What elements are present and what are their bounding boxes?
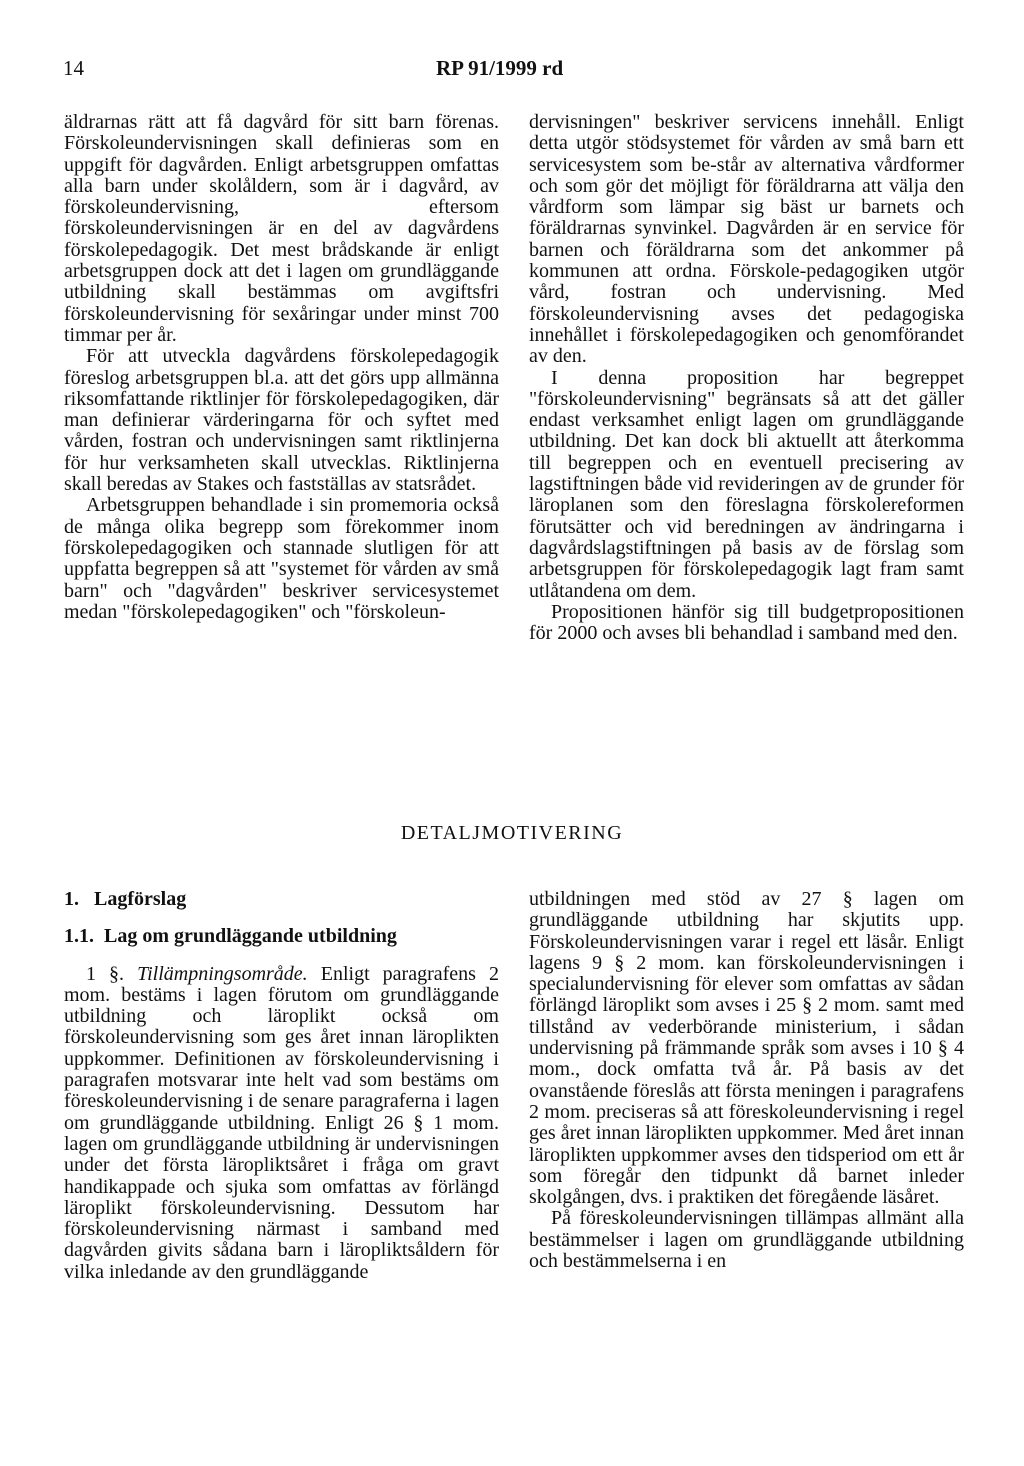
paragraph: I denna proposition har begreppet "förskoleundervisning" begränsats så att det gäller endast verksamhet enligt lagen om grundläggande utbildning. Det kan dock bli aktuellt att återkomma till begreppen och en eventuell precisering av lagstiftningen både vid revideringen av de grunder för läroplanen som den föreslagna förskolereformen förutsätter och vid beredningen av ändringarna i dagvårdslagstiftningen på basis av de förslag som arbetsgruppen för förskolepedagogik lagt fram samt utlåtandena om dem. bbox=[529, 366, 964, 602]
paragraph: utbildningen med stöd av 27 § lagen om grundläggande utbildning har skjutits upp. Förskoleundervisningen varar i regel ett läsår. Enligt lagens 9 § 2 mom. kan förskoleundervisningen i specialundervisning för elever som omfattas av sådan förlängd läroplikt som avses i 25 § 2 mom. samt med tillstånd av vederbörande ministerium, i sådan undervisning på främmande språk som avses i 10 § 4 mom., dock omfatta två år. På basis av det ovanstående föreslås att första meningen i paragrafens 2 mom. preciseras så att föreskoleundervisning i regel ges året innan läroplikten uppkommer. Med året innan läroplikten uppkommer avses den tidsperiod om ett år som föregår den tidpunkt då barnet inleder skolgången, dvs. i praktiken det föregående läsåret. bbox=[529, 888, 964, 1209]
document-reference: RP 91/1999 rd bbox=[436, 56, 564, 80]
heading-title: Lag om grundläggande utbildning bbox=[104, 925, 397, 948]
section-title: DETALJMOTIVERING bbox=[400, 822, 624, 844]
page-number: 14 bbox=[63, 56, 84, 80]
top-right-column bbox=[529, 112, 964, 644]
bottom-right-column bbox=[529, 889, 964, 1272]
heading-lagforslag bbox=[64, 889, 499, 910]
heading-number: 1.1. bbox=[64, 925, 94, 948]
paragraph bbox=[64, 964, 499, 1283]
paragraph: På föreskoleundervisningen tillämpas allmänt alla bestämmelser i lagen om grundläggande utbildning och bestämmelserna i en bbox=[529, 1207, 964, 1273]
section-symbol-prefix: 1 §. bbox=[86, 962, 138, 985]
paragraph: Propositionen hänför sig till budgetpropositionen för 2000 och avses bli behandlad i samband med den. bbox=[529, 600, 964, 645]
heading-number: 1. bbox=[64, 888, 79, 910]
page-header bbox=[0, 56, 1024, 86]
heading-title: Lagförslag bbox=[94, 888, 187, 910]
paragraph: dervisningen" beskriver servicens innehåll. Enligt detta utgör stödsystemet för vården av små barn ett servicesystem som be-står av alternativa vårdformer och som gör det möjligt för föräldrarna att välja den vårdform som lämpar sig bäst ur barnets och föräldrarnas synvinkel. Dagvården är en service för barnen och föräldrarna som det ankommer på kommunen att ordna. Förskole-pedagogiken utgör vård, fostran och undervisning. Med förskoleundervisning avses det pedagogiska innehållet i förskolepedagogiken och genomförandet av den. bbox=[529, 111, 964, 368]
paragraph: För att utveckla dagvårdens förskolepedagogik föreslog arbetsgruppen bl.a. att det görs upp allmänna riksomfattande riktlinjer för förskolepedagogiken, där man definierar värderingarna för och syftet med vården, fostran och undervisningen samt riktlinjerna för hur verksamheten skall utvecklas. Riktlinjerna skall beredas av Stakes och fastställas av statsrådet. bbox=[64, 345, 499, 496]
top-left-column bbox=[64, 112, 499, 623]
paragraph: Arbetsgruppen behandlade i sin promemoria också de många olika begrepp som förekommer inom förskolepedagogiken och stannade slutligen för att uppfatta begreppen så att "systemet för vården av små barn" och "dagvården" beskriver servicesystemet medan "förskolepedagogiken" och "förskoleun- bbox=[64, 494, 499, 623]
paragraph: äldrarnas rätt att få dagvård för sitt barn förenas. Förskoleundervisningen skall definieras som en uppgift för dagvården. Enligt arbetsgruppen omfattas alla barn under skolåldern, som är i dagvård, av förskoleundervisning, eftersom förskoleundervisningen är en del av dagvårdens förskolepedagogik. Det mest brådskande är enligt arbetsgruppen dock att det i lagen om grundläggande utbildning skall bestämmas om avgiftsfri förskoleundervisning för sexåringar under minst 700 timmar per år. bbox=[64, 111, 499, 346]
bottom-left-column bbox=[64, 889, 499, 1283]
heading-lag-om-grundlaggande-utbildning bbox=[64, 926, 499, 947]
italic-term: Tillämpningsområde. bbox=[137, 962, 308, 985]
paragraph-text: Enligt paragrafens 2 mom. bestäms i lagen förutom om grundläggande utbildning och läroplikt också om förskoleundervisning som ges året innan läroplikten uppkommer. Definitionen av förskoleundervisning i paragrafen motsvarar inte helt vad som bestäms om föreskoleundervisning i de senare paragraferna i lagen om grundläggande utbildning. Enligt 26 § 1 mom. lagen om grundläggande utbildning är undervisningen under det första läropliktsåret i fråga om gravt handikappade och sjuka som omfattas av förlängd läroplikt förskoleundervisning. Dessutom har förskoleundervisning närmast i samband med dagvården givits sådana barn i läropliktsåldern för vilka inledande av den grundläggande bbox=[64, 962, 499, 1283]
